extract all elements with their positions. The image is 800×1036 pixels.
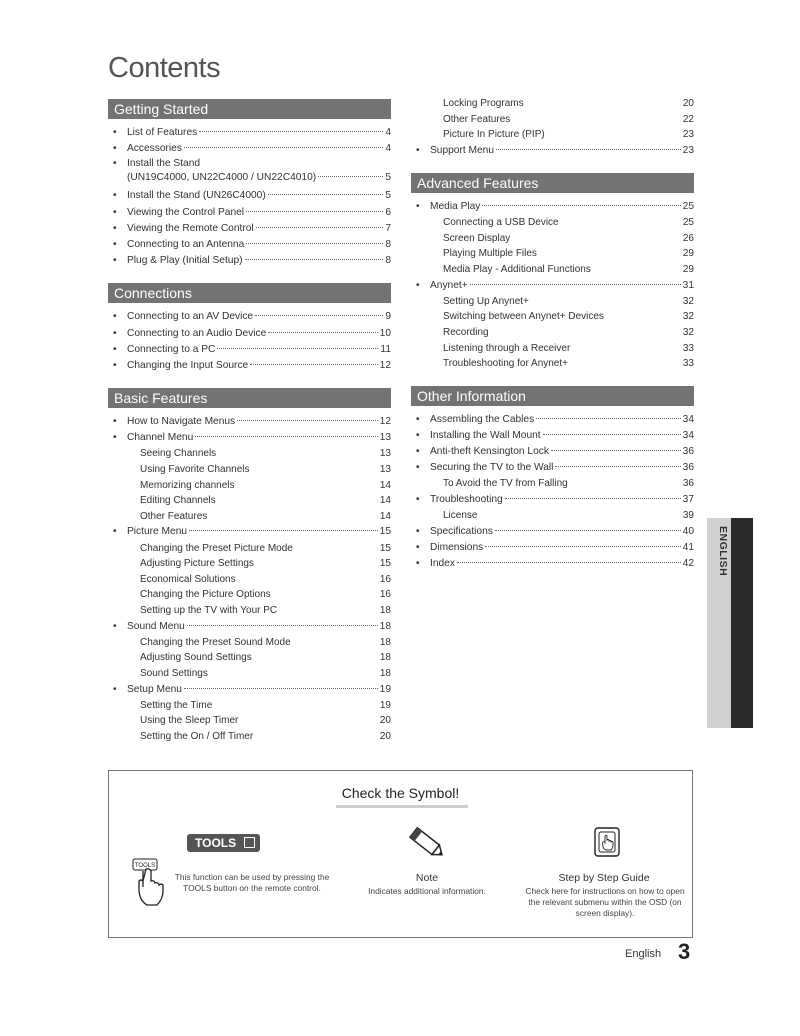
toc-subentry [411,309,694,325]
entry-page: 4 [385,143,391,155]
subentry-page: 33 [682,342,694,354]
dot-leader [256,227,384,228]
toc-entry [108,430,391,446]
subentry-page: 13 [379,464,391,476]
subentry-page: 29 [682,248,694,260]
page-title: Contents [108,52,221,84]
toc-subentry [411,356,694,372]
subentry-title: Troubleshooting for Anynet+ [443,358,568,370]
toc-section [108,283,391,374]
toc-subentry [411,96,694,112]
section-heading: Connections [108,283,391,303]
dot-leader [199,131,383,132]
dot-leader [187,625,378,626]
step-guide-title: Step by Step Guide [558,872,650,884]
subentry-page: 14 [379,495,391,507]
entry-title: • Connecting to an AV Device [127,311,254,323]
entry-page: 11 [380,343,391,355]
entry-page: 18 [379,620,391,632]
section-heading: Basic Features [108,388,391,408]
subentry-page: 18 [379,604,391,616]
remote-tools-label: TOOLS [134,863,156,869]
toc-entry [411,460,694,476]
subentry-page: 18 [379,667,391,679]
dot-leader [268,194,384,195]
entry-title: • Securing the TV to the Wall [430,462,554,474]
toc-entry [411,428,694,444]
toc-subentry [108,493,391,509]
toc-subentry [108,587,391,603]
entry-title: • Viewing the Remote Control [127,222,254,234]
entry-page: 23 [682,144,694,156]
subentry-title: Listening through a Receiver [443,342,571,354]
toc-subentry [108,478,391,494]
entry-title: • Sound Menu [127,620,185,632]
entry-title: • Install the Stand (UN26C4000) [127,190,266,202]
subentry-title: Using Favorite Channels [140,464,250,476]
entry-title: • Connecting to an Antenna [127,238,245,250]
subentry-page: 25 [682,217,694,229]
entry-page: 9 [385,311,391,323]
entry-page: 8 [385,238,391,250]
section-heading: Getting Started [108,99,391,119]
subentry-page: 16 [379,589,391,601]
entry-page: 12 [379,359,391,371]
dot-leader [195,436,377,437]
subentry-page: 19 [379,699,391,711]
entry-title: • Index [430,558,455,570]
subentry-title: Adjusting Sound Settings [140,652,252,664]
toc-subentry [108,572,391,588]
toc-subentry [108,698,391,714]
entry-title: • Assembling the Cables [430,413,535,425]
check-symbol-box [108,770,693,938]
toc-subentry [411,215,694,231]
subentry-page: 32 [682,326,694,338]
toc-section [108,388,391,744]
entry-page: 15 [379,526,391,538]
subentry-page: 39 [682,510,694,522]
dot-leader [457,562,681,563]
toc-entry [411,524,694,540]
subentry-page: 20 [379,715,391,727]
entry-page: 19 [379,683,391,695]
toc-subentry [411,262,694,278]
toc-entry [411,199,694,215]
entry-page: 36 [682,462,694,474]
entry-page: 4 [385,127,391,138]
subentry-title: Changing the Preset Sound Mode [140,636,291,648]
entry-title: • Anti-theft Kensington Lock [430,446,549,458]
entry-page: 5 [385,190,391,202]
subentry-title: License [443,510,478,522]
entry-title: • Connecting to a PC [127,343,216,355]
side-tab-dark [731,518,753,728]
tools-remote-icon [131,857,167,909]
step-guide-icon [594,827,620,857]
subentry-title: Adjusting Picture Settings [140,558,254,570]
toc-section [411,96,694,159]
tools-description: This function can be used by pressing the TOOLS button on the remote control. [174,872,330,893]
subentry-page: 23 [682,129,694,141]
toc-entry [108,342,391,358]
entry-title-line2: (UN19C4000, UN22C4000 / UN22C4010) [127,172,317,184]
toc-entry [108,125,391,141]
dot-leader [217,348,378,349]
subentry-title: Setting the On / Off Timer [140,730,254,742]
entry-page: 25 [682,200,694,212]
toc-entry [411,412,694,428]
subentry-page: 32 [682,295,694,307]
entry-title: • Setup Menu [127,683,182,695]
symbol-box-title: Check the Symbol! [341,785,460,801]
note-description: Indicates additional information. [368,886,486,896]
dot-leader [237,420,378,421]
dot-leader [470,284,681,285]
toc-entry [108,358,391,374]
toc-subentry [108,650,391,666]
toc-entry [108,205,391,221]
subentry-page: 32 [682,311,694,323]
entry-page: 5 [385,172,391,184]
dot-leader [318,176,383,177]
toc-subentry [411,508,694,524]
toc-section [108,99,391,269]
entry-title: • Picture Menu [127,526,188,538]
entry-title: • Changing the Input Source [127,359,249,371]
tools-badge [187,834,260,852]
entry-page: 10 [379,327,391,339]
subentry-page: 13 [379,448,391,460]
toc-subentry [411,325,694,341]
entry-title: • Support Menu [430,144,494,156]
entry-page: 34 [682,429,694,441]
dot-leader [250,364,377,365]
subentry-title: Changing the Preset Picture Mode [140,542,293,554]
entry-title: • Viewing the Control Panel [127,206,245,218]
dot-leader [482,205,680,206]
subentry-page: 18 [379,636,391,648]
subentry-page: 20 [379,730,391,742]
subentry-page: 14 [379,479,391,491]
entry-title: • List of Features [127,127,198,138]
dot-leader [255,315,383,316]
toc-subentry [108,462,391,478]
subentry-page: 26 [682,232,694,244]
entry-page: 8 [385,255,391,267]
entry-title: • Dimensions [430,542,484,553]
subentry-title: Other Features [140,510,208,522]
tools-badge-label: TOOLS [195,836,237,850]
toc-subentry [108,446,391,462]
entry-page: 40 [682,525,694,537]
subentry-page: 14 [379,510,391,522]
toc-entry [108,188,391,204]
toc-entry [108,524,391,540]
footer-page-number: 3 [678,939,691,964]
toc-entry [411,540,694,556]
toc-left-column [108,99,391,759]
toc-right-column [411,99,694,586]
subentry-page: 33 [682,358,694,370]
toc-entry [411,556,694,572]
subentry-title: Setting Up Anynet+ [443,295,529,307]
subentry-page: 36 [682,478,694,490]
subentry-title: Economical Solutions [140,573,236,585]
symbol-title-underline [336,805,468,808]
dot-leader [189,530,378,531]
toc-subentry [411,476,694,492]
entry-title: • Connecting to an Audio Device [127,327,267,339]
entry-page: 42 [682,558,694,570]
toc-subentry [108,713,391,729]
entry-title: • Troubleshooting [430,494,503,506]
note-title: Note [415,872,439,884]
subentry-page: 16 [379,573,391,585]
entry-page: 31 [682,279,694,291]
section-heading: Other Information [411,386,694,406]
toc-section [411,386,694,573]
subentry-title: Sound Settings [140,667,208,679]
toc-subentry [108,729,391,745]
subentry-title: Screen Display [443,232,511,244]
entry-page: 13 [379,432,391,444]
dot-leader [505,498,681,499]
toc-section [411,173,694,372]
subentry-page: 22 [682,113,694,125]
toc-subentry [411,341,694,357]
dot-leader [551,450,681,451]
dot-leader [184,147,383,148]
subentry-title: Switching between Anynet+ Devices [443,311,604,323]
toc-subentry [108,541,391,557]
toc-entry [108,309,391,325]
dot-leader [246,211,383,212]
subentry-page: 20 [682,98,694,109]
toc-entry [108,414,391,430]
toc-entry [411,278,694,294]
dot-leader [485,546,680,547]
language-side-tab [707,518,753,728]
subentry-title: Connecting a USB Device [443,217,559,229]
footer-language: English [625,948,662,960]
subentry-title: Seeing Channels [140,448,217,460]
entry-page: 34 [682,413,694,425]
toc-entry [108,141,391,157]
toc-subentry [411,294,694,310]
subentry-page: 15 [379,558,391,570]
step-guide-description: Check here for instructions on how to open the relevant submenu within the OSD (on screen display). [525,886,685,918]
dot-leader [184,688,378,689]
toc-subentry [411,231,694,247]
section-heading: Advanced Features [411,173,694,193]
toc-subentry [108,556,391,572]
tools-square-icon [244,837,255,848]
toc-subentry [108,603,391,619]
pencil-note-icon [406,823,448,863]
subentry-title: Other Features [443,113,511,125]
toc-entry [108,221,391,237]
dot-leader [555,466,680,467]
dot-leader [496,149,681,150]
entry-page: 12 [379,416,391,428]
entry-title: • Plug & Play (Initial Setup) [127,255,243,267]
dot-leader [246,243,383,244]
subentry-title: Changing the Picture Options [140,589,271,601]
subentry-title: Picture In Picture (PIP) [443,129,545,141]
toc-subentry [108,666,391,682]
subentry-page: 18 [379,652,391,664]
subentry-title: Setting the Time [140,699,213,711]
toc-subentry [108,635,391,651]
entry-title: • Specifications [430,525,493,537]
entry-page: 36 [682,446,694,458]
toc-entry [108,619,391,635]
subentry-title: Editing Channels [140,495,216,507]
toc-entry [411,143,694,159]
subentry-title: Media Play - Additional Functions [443,263,591,275]
toc-entry [108,326,391,342]
entry-title: • How to Navigate Menus [127,416,236,428]
entry-title: • Installing the Wall Mount [430,429,541,441]
toc-subentry [411,112,694,128]
subentry-title: To Avoid the TV from Falling [443,478,568,490]
entry-page: 6 [385,206,391,218]
toc-entry [411,444,694,460]
toc-entry [108,157,391,185]
toc-entry [108,682,391,698]
subentry-title: Playing Multiple Files [443,248,537,260]
subentry-title: Using the Sleep Timer [140,715,239,727]
toc-subentry [411,246,694,262]
dot-leader [495,530,681,531]
subentry-title: Recording [443,326,489,338]
toc-entry [108,237,391,253]
subentry-title: Memorizing channels [140,479,235,491]
entry-title: • Media Play [430,200,481,212]
subentry-page: 29 [682,263,694,275]
dot-leader [245,259,384,260]
toc-entry [411,492,694,508]
subentry-title: Locking Programs [443,98,524,109]
dot-leader [543,434,681,435]
entry-page: 41 [682,542,694,553]
entry-title: • Channel Menu [127,432,194,444]
dot-leader [268,332,377,333]
entry-title: • Accessories [127,143,182,155]
entry-page: 7 [385,222,391,234]
dot-leader [536,418,680,419]
toc-subentry [411,127,694,143]
entry-page: 37 [682,494,694,506]
entry-title: • Install the Stand [127,158,201,170]
subentry-page: 15 [379,542,391,554]
toc-subentry [108,509,391,525]
entry-title: • Anynet+ [430,279,468,291]
subentry-title: Setting up the TV with Your PC [140,604,278,616]
side-tab-label: ENGLISH [717,526,729,577]
toc-entry [108,253,391,269]
